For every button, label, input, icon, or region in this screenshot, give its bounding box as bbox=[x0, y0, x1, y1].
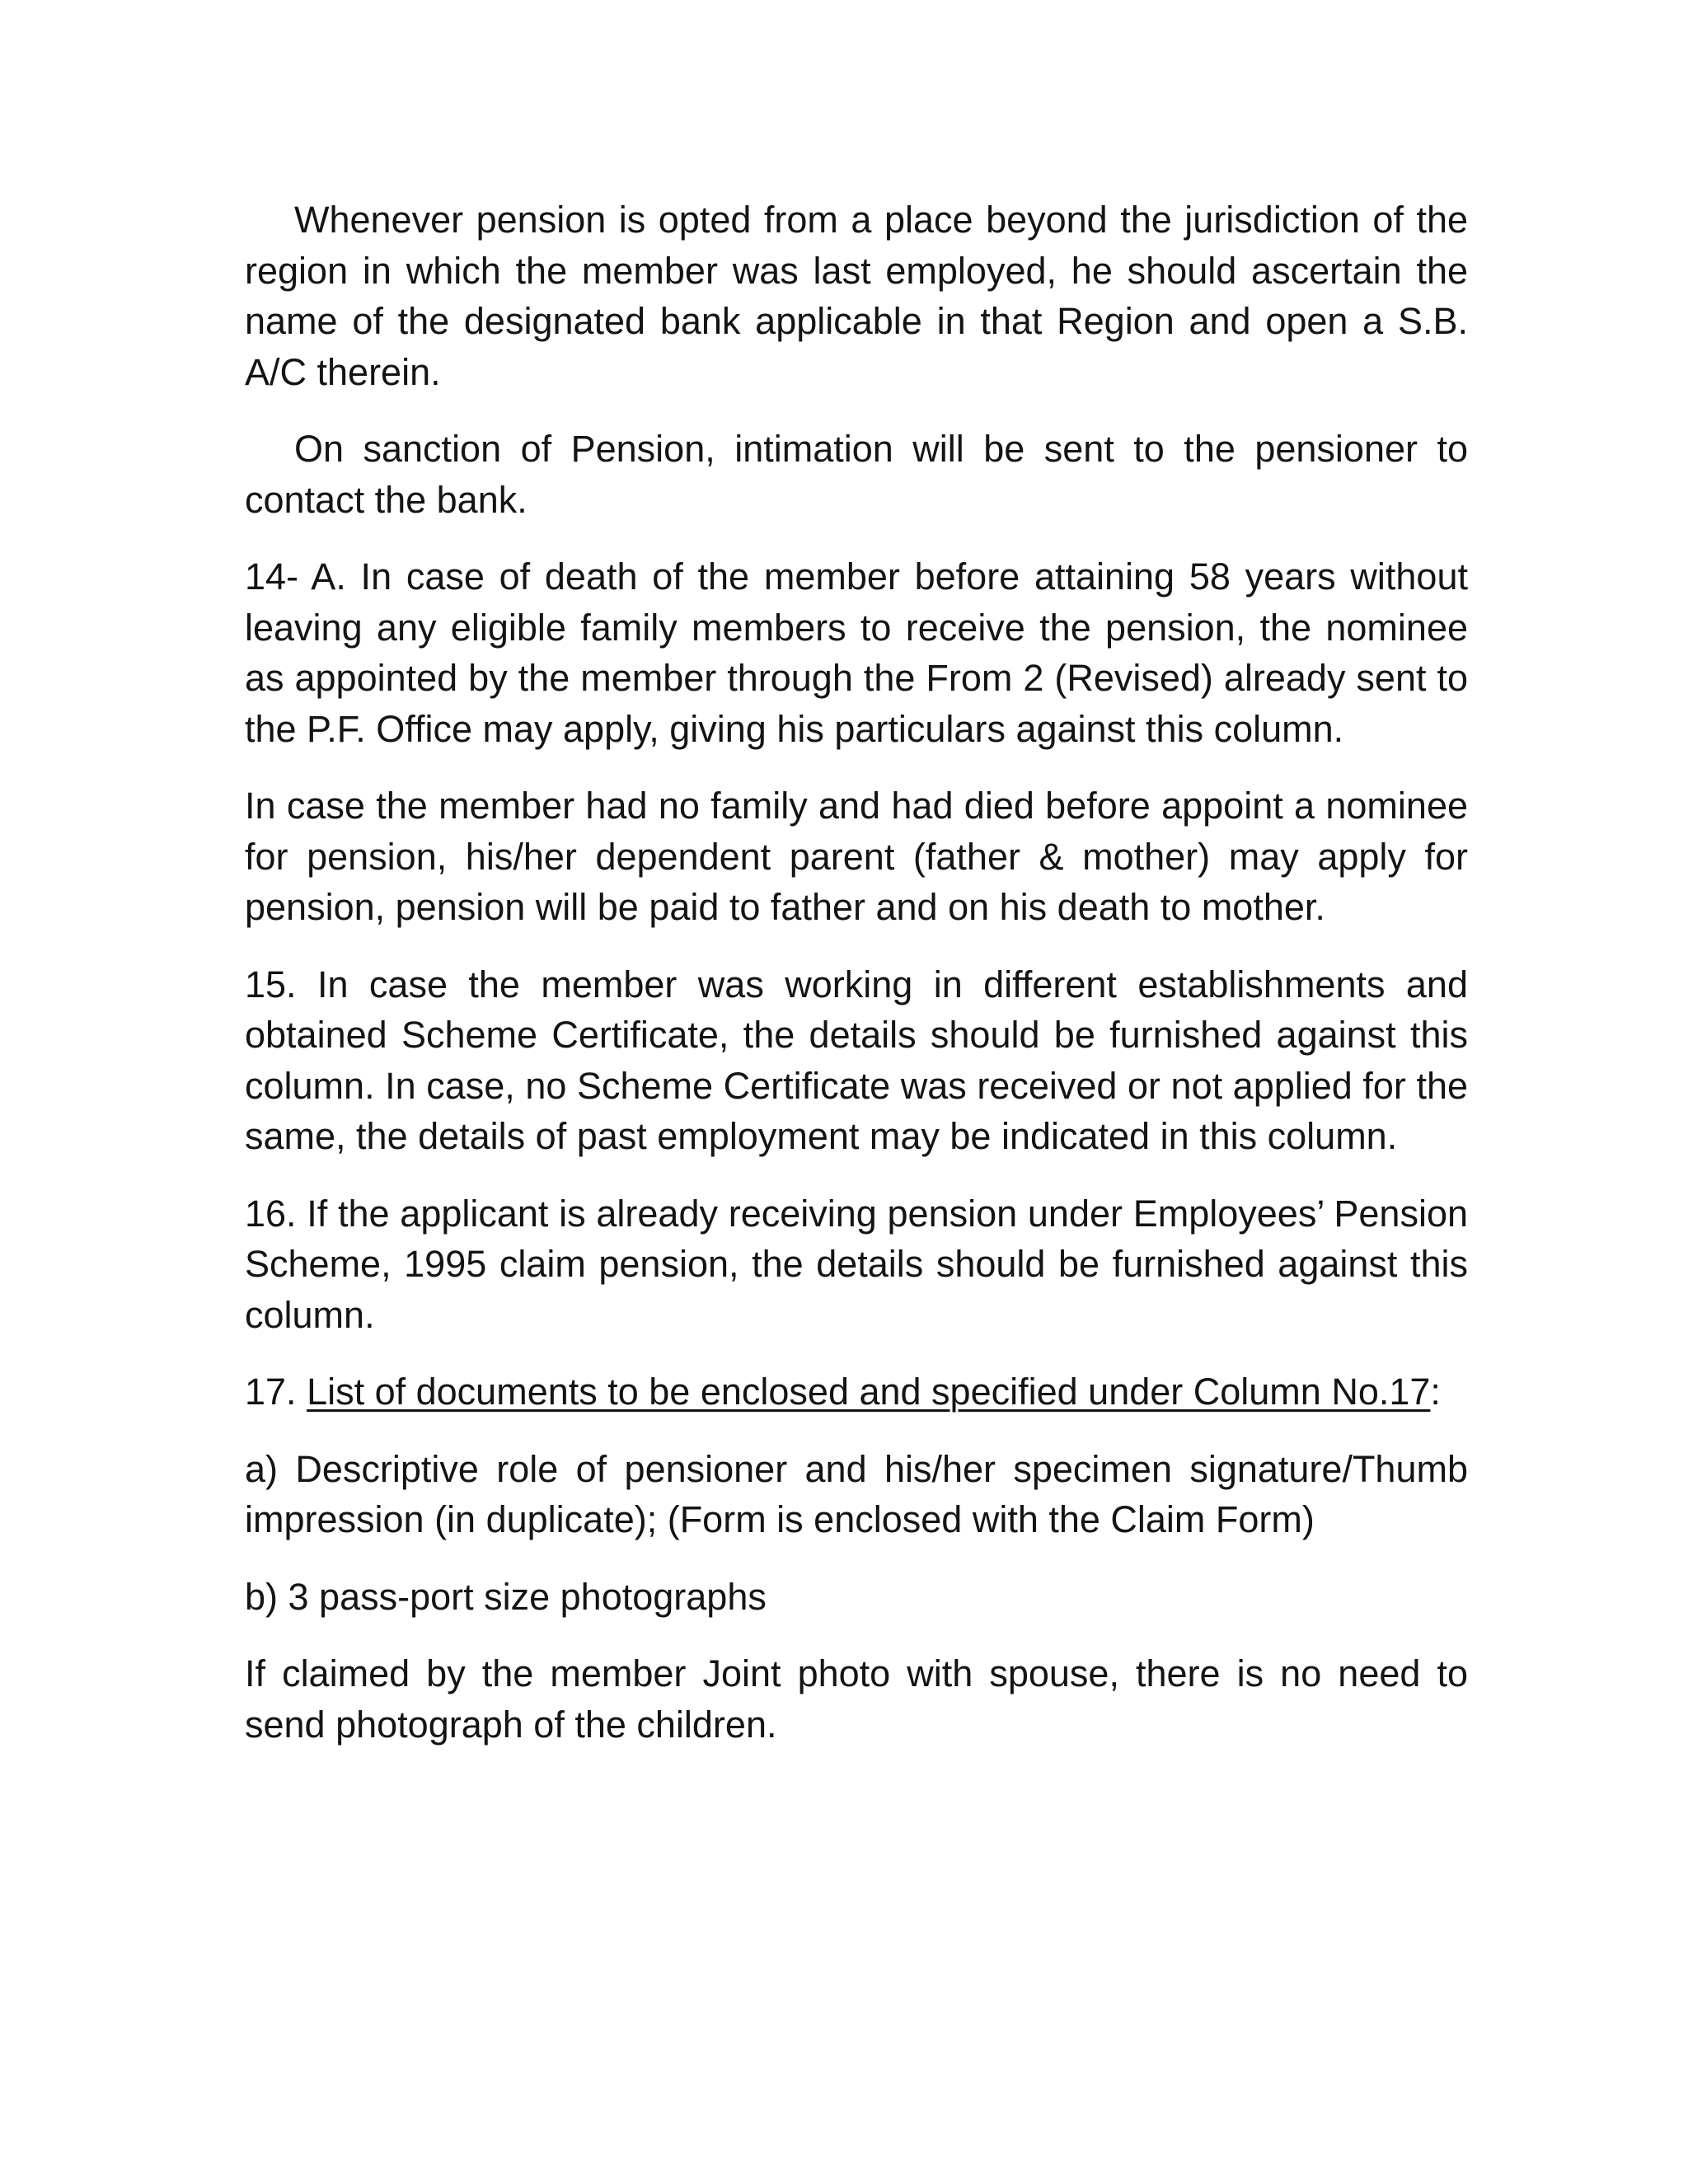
paragraph-16-existing-pension: 16. If the applicant is already receiving pension under Employees’ Pension Scheme, 1995 claim pension, the details should be furnished against this column. bbox=[245, 1192, 1468, 1336]
paragraph-15-scheme-certificate: 15. In case the member was working in different establishments and obtained Scheme Certificate, the details should be furnished against this column. In case, no Scheme Certificate was received or not applied for the same, the details of past employment may be indicated in this column. bbox=[245, 963, 1468, 1157]
paragraph-photographs: b) 3 pass-port size photographs bbox=[245, 1575, 767, 1618]
paragraph-14a-nominee: 14- A. In case of death of the member before attaining 58 years without leaving any eligible family members to receive the pension, the nominee as appointed by the member through the From 2 (Revised) already sent to the P.F. Office may apply, giving his particulars against this column. bbox=[245, 555, 1468, 750]
document-page bbox=[245, 194, 1468, 1776]
paragraph-dependent-parent: In case the member had no family and had died before appoint a nominee for pension, his/her dependent parent (father & mother) may apply for pension, pension will be paid to father and on his death to mother. bbox=[245, 785, 1468, 928]
paragraph-pension-jurisdiction: Whenever pension is opted from a place beyond the jurisdiction of the region in which the member was last employed, he should ascertain the name of the designated bank applicable in that Region and open a S.B. A/C therein. bbox=[245, 199, 1468, 393]
paragraph-descriptive-role: a) Descriptive role of pensioner and his/her specimen signature/Thumb impression (in duplicate); (Form is enclosed with the Claim Form) bbox=[245, 1447, 1468, 1540]
item-number: 17. bbox=[245, 1371, 307, 1413]
documents-list-heading: List of documents to be enclosed and specified under Column No.17 bbox=[307, 1371, 1431, 1413]
heading-colon: : bbox=[1430, 1371, 1441, 1413]
paragraph-sanction-intimation: On sanction of Pension, intimation will be sent to the pensioner to contact the bank. bbox=[245, 428, 1468, 521]
paragraph-17-documents-heading bbox=[245, 1366, 1468, 1418]
paragraph-joint-photo: If claimed by the member Joint photo with spouse, there is no need to send photograph of the children. bbox=[245, 1652, 1468, 1746]
